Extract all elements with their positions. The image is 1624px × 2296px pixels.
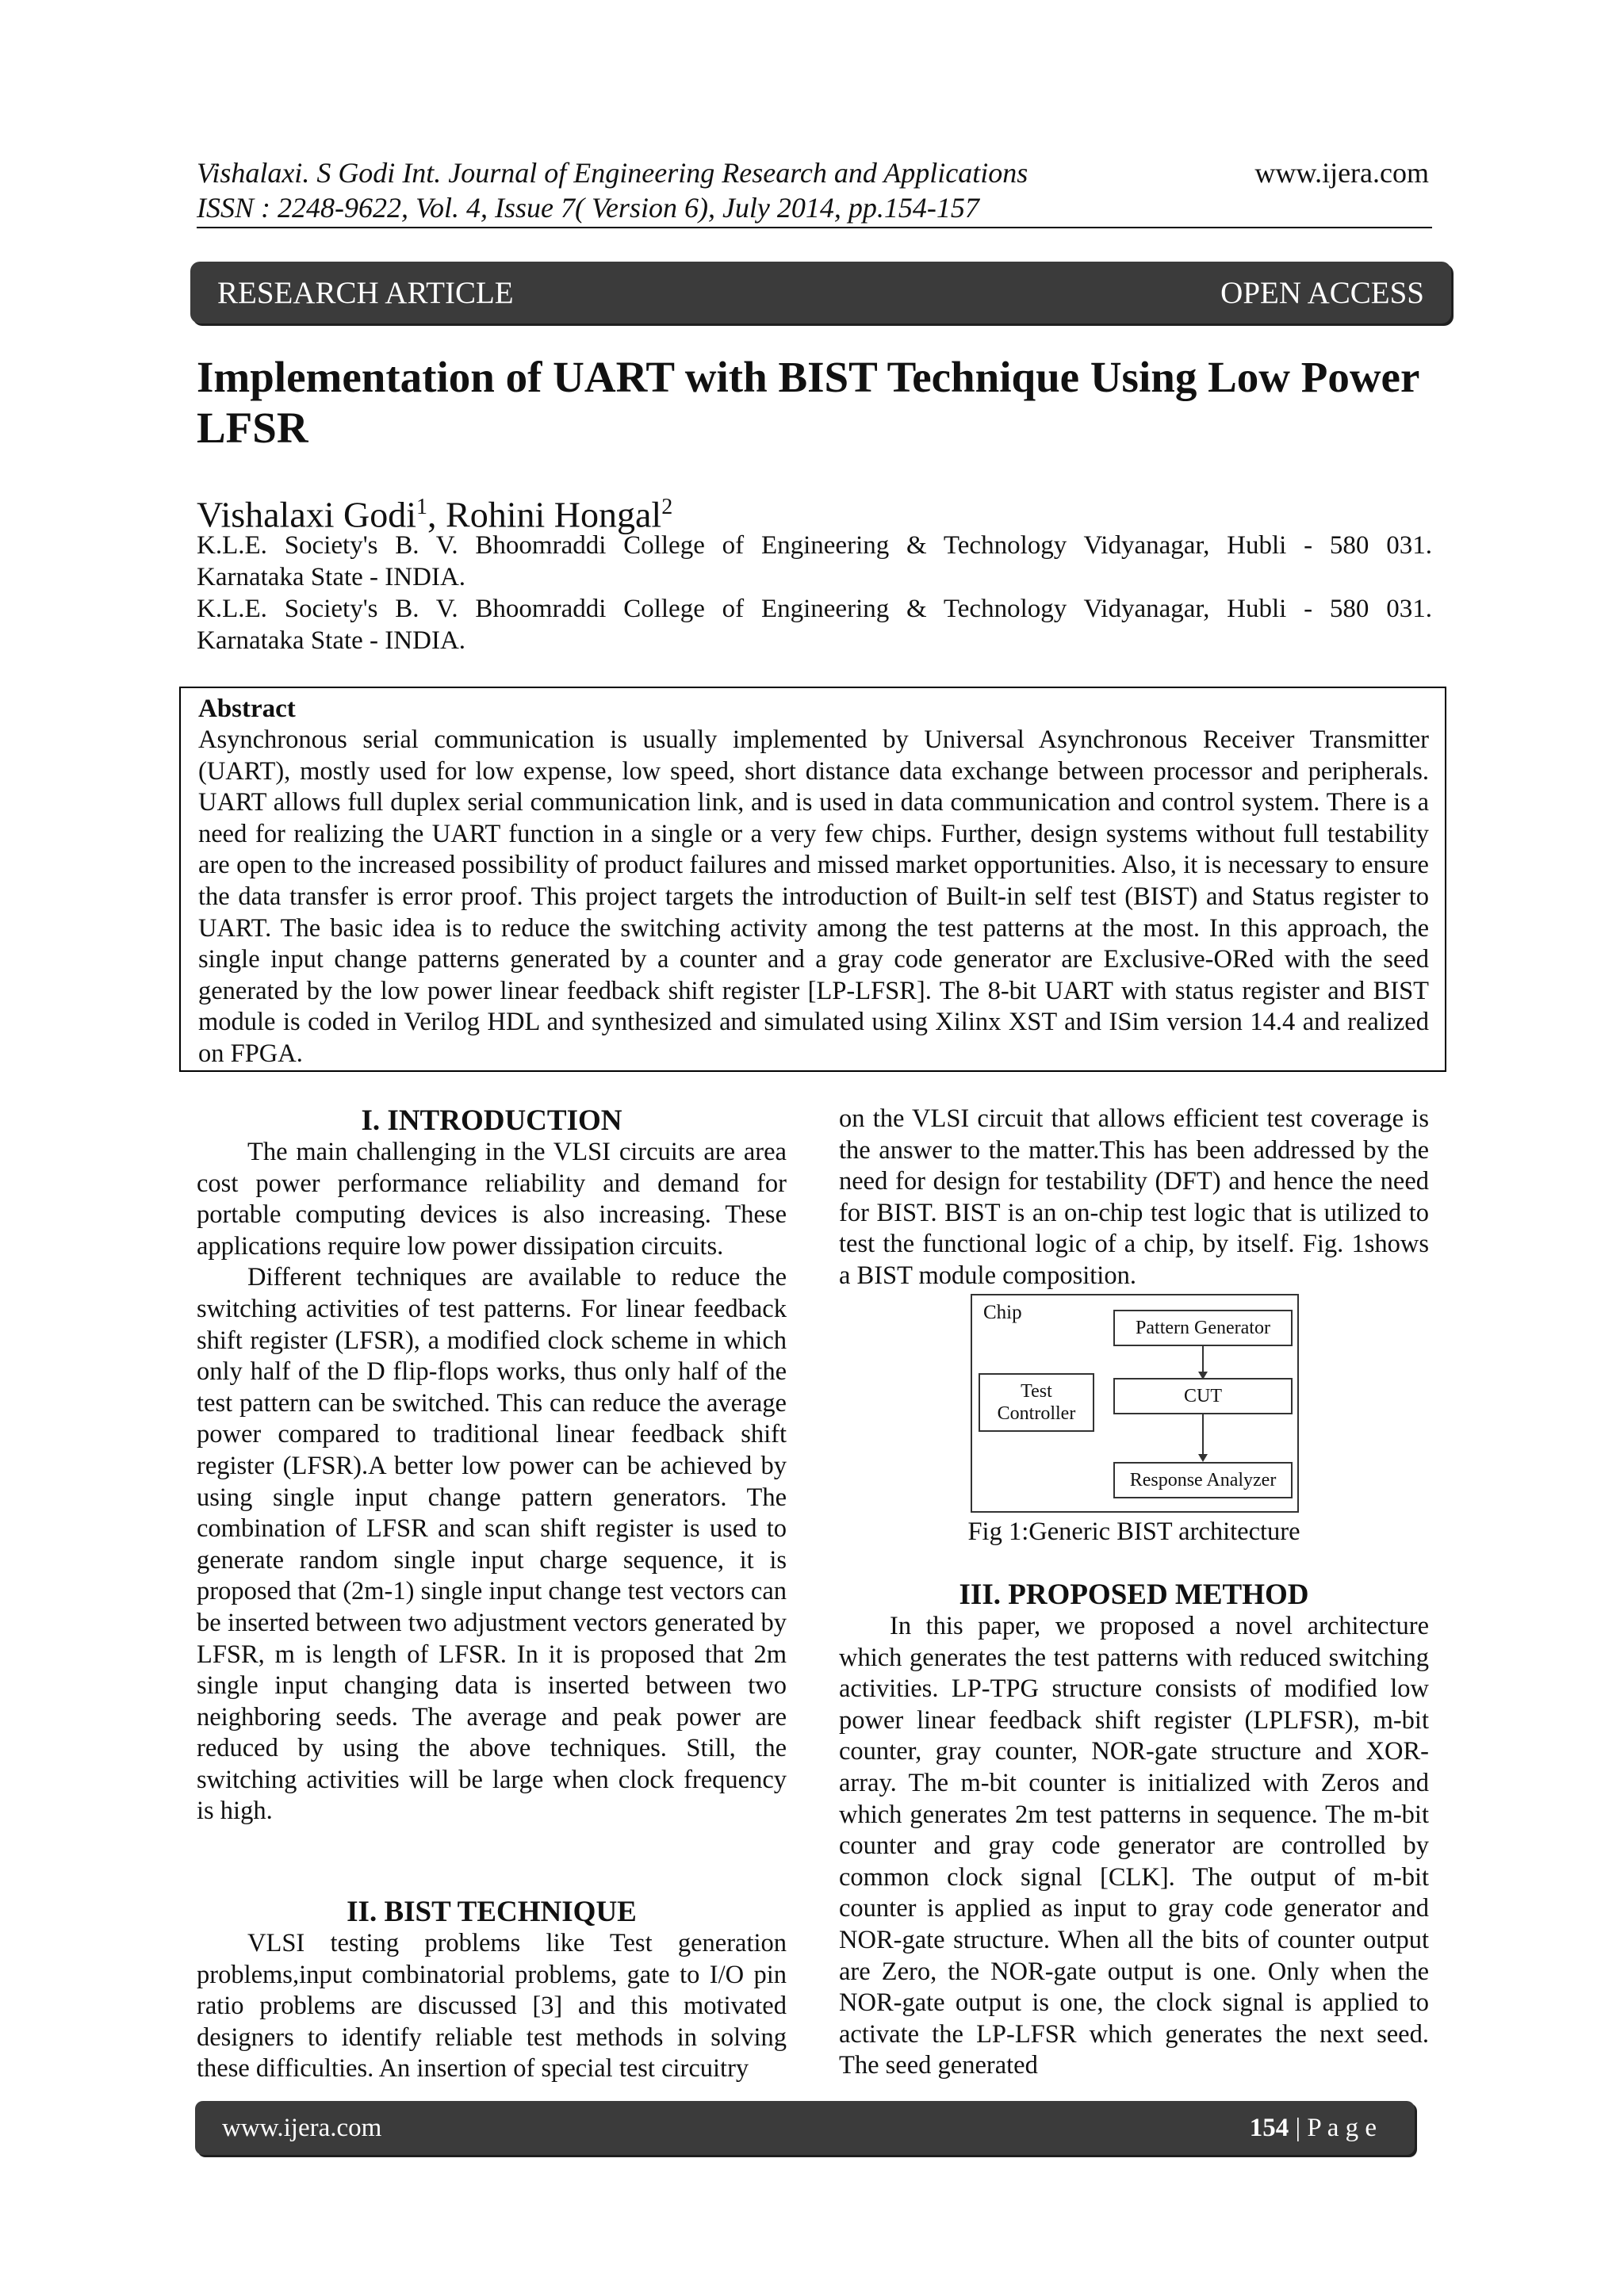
response-analyzer-block: Response Analyzer — [1113, 1462, 1293, 1498]
figure-bist-architecture — [971, 1294, 1299, 1513]
section-heading-proposed-method: III. PROPOSED METHOD — [959, 1578, 1309, 1611]
header-rule — [197, 227, 1432, 228]
author-separator: , — [427, 494, 446, 535]
section-heading-bist: II. BIST TECHNIQUE — [347, 1896, 637, 1928]
affiliation-line: K.L.E. Society's B. V. Bhoomraddi College of Engineering & Technology Vidyanagar, Hubli - 580 031. — [197, 531, 1432, 560]
footer-website[interactable]: www.ijera.com — [222, 2113, 382, 2142]
page-number-label — [1250, 2114, 1377, 2143]
paragraph: Different techniques are available to reduce the switching activities of test patterns. For linear feedback shift register (LFSR), a modified clock scheme in which only half of the D flip-flops works, thus only half of the test pattern can be switched. This can reduce the average power compared to traditional linear feedback shift register (LFSR).A better low power can be achieved by using single input change pattern generators. The combination of LFSR and scan shift register is used to generate random single input charge sequence, it is proposed that (2m-1) single input change test vectors can be inserted between two adjustment vectors generated by LFSR, m is length of LFSR. In it is proposed that 2m single input changing data is inserted between two neighboring seeds. The average and peak power are reduced by using the above techniques. Still, the switching activities will be large when clock frequency is high. — [197, 1263, 787, 1826]
pattern-generator-block: Pattern Generator — [1113, 1310, 1293, 1346]
paper-title: Implementation of UART with BIST Technique Using Low Power LFSR — [197, 353, 1419, 452]
section-heading-introduction: I. INTRODUCTION — [361, 1104, 622, 1137]
author-affiliation-mark: 1 — [416, 495, 428, 519]
affiliation-1 — [197, 530, 1432, 593]
page-footer — [195, 2101, 1415, 2155]
page-number: 154 — [1249, 2113, 1289, 2142]
journal-line-2: ISSN : 2248-9622, Vol. 4, Issue 7( Version 6), July 2014, pp.154-157 — [197, 192, 979, 224]
paragraph: VLSI testing problems like Test generation problems,input combinatorial problems, gate to I/O pin ratio problems are discussed [3] and this motivated designers to identify reliable test methods in solving these difficulties. An insertion of special test circuitry — [197, 1929, 787, 2084]
figure-caption: Fig 1:Generic BIST architecture — [967, 1517, 1300, 1546]
author-affiliation-mark: 2 — [661, 495, 673, 519]
chip-label: Chip — [983, 1302, 1022, 1323]
author-name: Vishalaxi Godi — [197, 494, 417, 535]
journal-website[interactable]: www.ijera.com — [1254, 157, 1429, 189]
open-access-label: OPEN ACCESS — [1220, 275, 1424, 310]
arrow-down-icon — [1202, 1414, 1204, 1460]
test-controller-block: Test Controller — [979, 1373, 1094, 1432]
cut-block: CUT — [1113, 1378, 1293, 1414]
journal-line-1: Vishalaxi. S Godi Int. Journal of Engineering Research and Applications — [197, 157, 1028, 189]
research-article-label: RESEARCH ARTICLE — [217, 275, 514, 310]
paragraph: The main challenging in the VLSI circuits are area cost power performance reliability and demand for portable computing devices is also increasing. These applications require low power dissipation circuits. — [197, 1138, 787, 1261]
proposed-method-body — [839, 1611, 1429, 2082]
bist-body-continued — [839, 1104, 1429, 1292]
abstract-box — [179, 687, 1446, 1072]
article-type-banner — [190, 262, 1451, 323]
paragraph: on the VLSI circuit that allows efficient test coverage is the answer to the matter.This has been addressed by the need for design for testability (DFT) and hence the need for BIST. BIST is an on-chip test logic that is utilized to test the functional logic of a chip, by itself. Fig. 1shows a BIST module composition. — [839, 1104, 1429, 1290]
affiliation-line: Karnataka State - INDIA. — [197, 626, 466, 655]
introduction-body — [197, 1137, 787, 1827]
abstract-heading: Abstract — [198, 695, 296, 723]
paragraph: In this paper, we proposed a novel architecture which generates the test patterns with reduced switching activities. LP-TPG structure consists of modified low power linear feedback shift register (LPLFSR), m-bit counter, gray counter, NOR-gate structure and XOR-array. The m-bit counter is initialized with Zeros and which generates 2m test patterns in sequence. The m-bit counter and gray code generator are controlled by common clock signal [CLK]. The output of m-bit counter is applied as input to gray code generator and NOR-gate structure. When all the bits of counter output are Zero, the NOR-gate output is one. Only when the NOR-gate output is one, the clock signal is applied to activate the LP-LFSR which generates the next seed. The seed generated — [839, 1612, 1429, 2080]
abstract-text: Asynchronous serial communication is usually implemented by Universal Asynchronous Receiver Transmitter (UART), mostly used for low expense, low speed, short distance data exchange between processor and peripherals. UART allows full duplex serial communication link, and is used in data communication and control system. There is a need for realizing the UART function in a single or a very few chips. Further, design systems without full testability are open to the increased possibility of product failures and missed market opportunities. Also, it is necessary to ensure the data transfer is error proof. This project targets the introduction of Built-in self test (BIST) and Status register to UART. The basic idea is to reduce the switching activity among the test patterns at the most. In this approach, the single input change patterns generated by a counter and a gray code generator are Exclusive-ORed with the seed generated by the low power linear feedback shift register [LP-LFSR]. The 8-bit UART with status register and BIST module is coded in Verilog HDL and synthesized and simulated using Xilinx XST and ISim version 14.4 and realized on FPGA. — [198, 725, 1429, 1068]
arrow-down-icon — [1202, 1346, 1204, 1378]
bist-body — [197, 1928, 787, 2085]
affiliation-2 — [197, 593, 1432, 656]
page-suffix: | P a g e — [1289, 2113, 1377, 2142]
author-name: Rohini Hongal — [446, 494, 662, 535]
affiliation-line: Karnataka State - INDIA. — [197, 563, 466, 591]
affiliation-line: K.L.E. Society's B. V. Bhoomraddi College of Engineering & Technology Vidyanagar, Hubli - 580 031. — [197, 595, 1432, 623]
